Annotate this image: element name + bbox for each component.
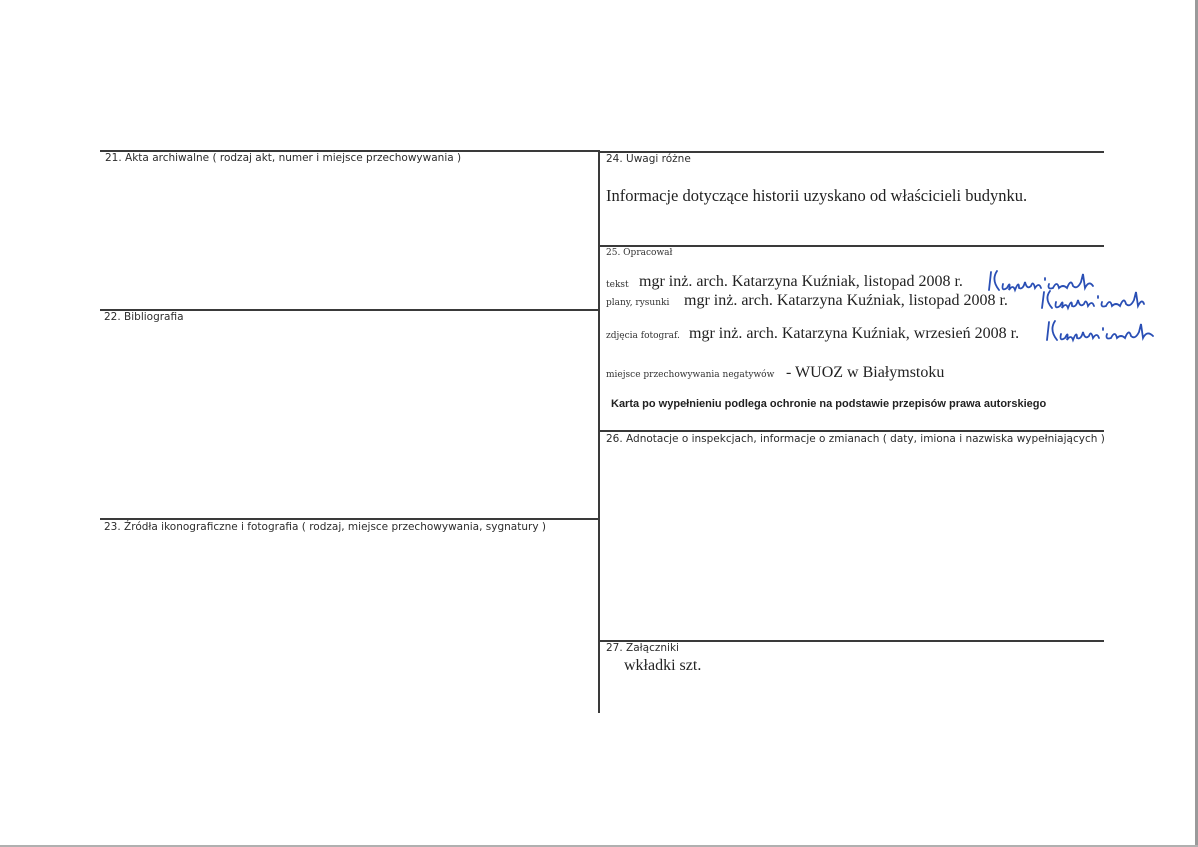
plany-value: mgr inż. arch. Katarzyna Kuźniak, listopad 2008 r. [684, 292, 1008, 309]
tekst-label: tekst [606, 280, 629, 290]
section-27-label: 27. Załączniki [606, 642, 679, 654]
section-26-label: 26. Adnotacje o inspekcjach, informacje o zmianach ( daty, imiona i nazwiska wypełniających ) [606, 433, 1105, 445]
zdjecia-label: zdjęcia fotograf. [606, 331, 680, 341]
plany-label: plany, rysunki [606, 298, 670, 308]
rule-25 [600, 245, 1104, 247]
section-21-label: 21. Akta archiwalne ( rodzaj akt, numer i miejsce przechowywania ) [105, 152, 462, 164]
section-27-text: wkładki szt. [624, 657, 702, 674]
section-25-label: 25. Opracował [606, 248, 673, 258]
tekst-value: mgr inż. arch. Katarzyna Kuźniak, listopad 2008 r. [639, 273, 963, 290]
rule-26 [600, 430, 1104, 432]
signature-3 [1045, 316, 1155, 346]
negatywy-label: miejsce przechowywania negatywów [606, 370, 775, 380]
zdjecia-value: mgr inż. arch. Katarzyna Kuźniak, wrzesień 2008 r. [689, 325, 1020, 342]
section-23-label: 23. Źródła ikonograficzne i fotografia ( rodzaj, miejsce przechowywania, sygnatury ) [104, 521, 546, 533]
rule-23 [100, 518, 600, 520]
section-22-label: 22. Bibliografia [104, 311, 184, 323]
signature-2 [1040, 286, 1145, 314]
copyright-note: Karta po wypełnieniu podlega ochronie na podstawie przepisów prawa autorskiego [611, 398, 1047, 410]
negatywy-value: - WUOZ w Białymstoku [786, 364, 945, 381]
section-24-text: Informacje dotyczące historii uzyskano od właścicieli budynku. [606, 186, 1028, 205]
section-24-label: 24. Uwagi różne [606, 153, 691, 165]
